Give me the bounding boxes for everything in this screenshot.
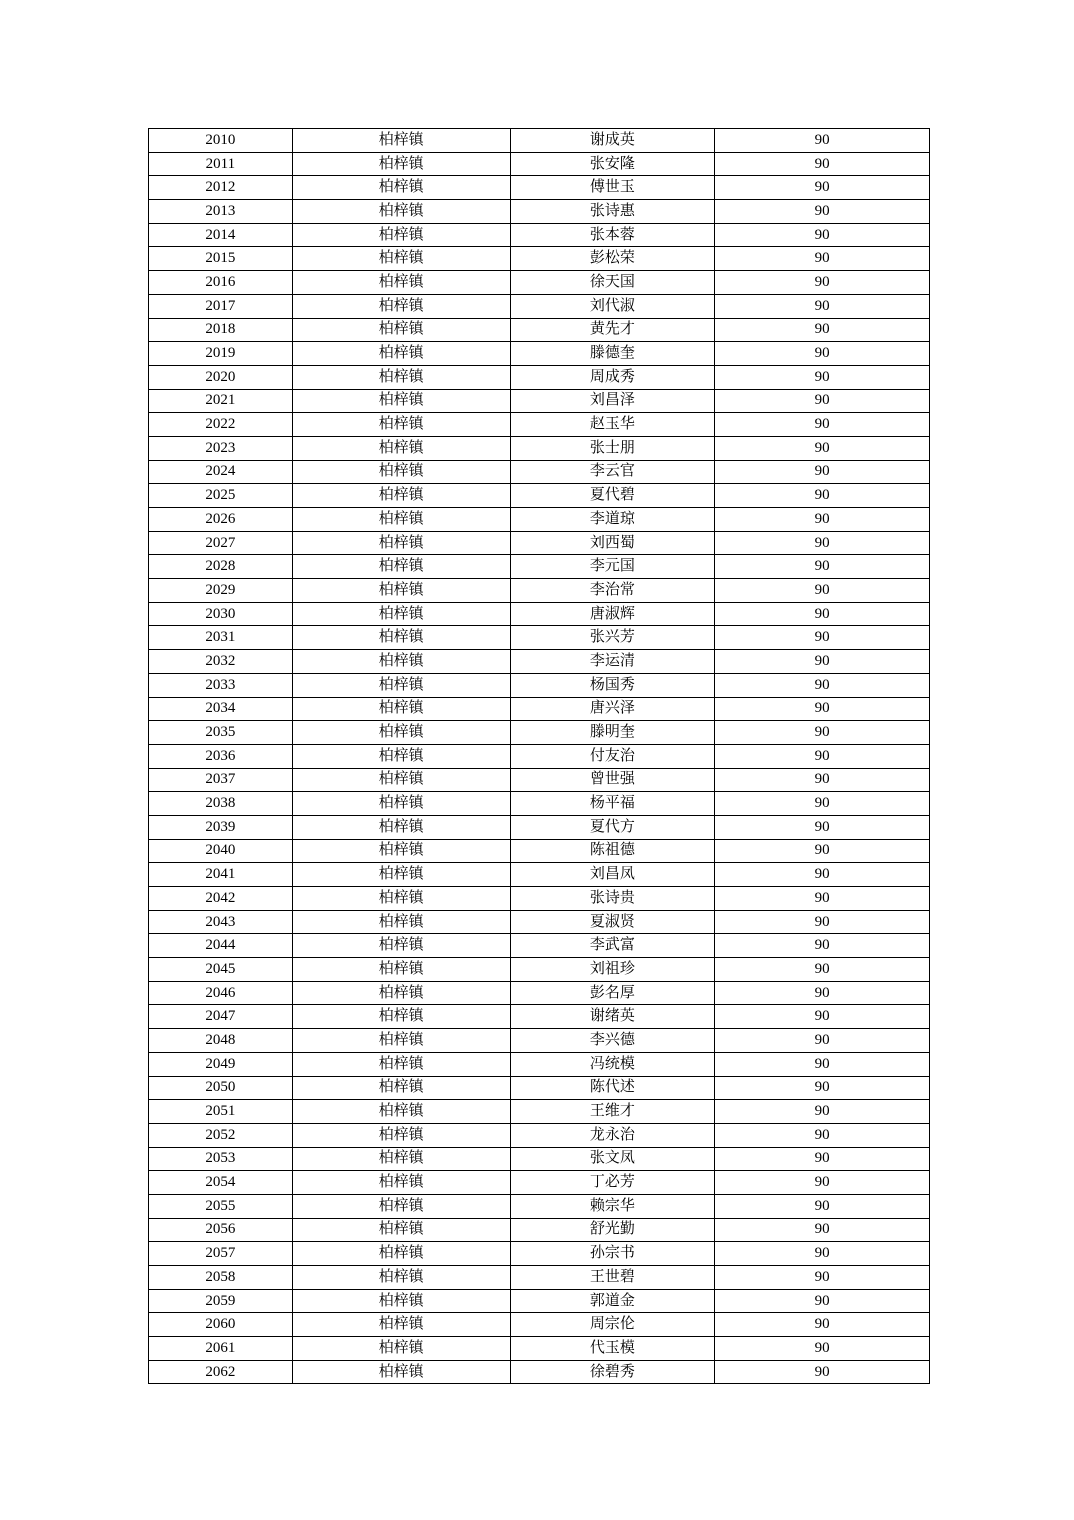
cell-town: 柏梓镇 bbox=[292, 1194, 510, 1218]
table-row bbox=[149, 934, 930, 958]
cell-serial: 2061 bbox=[149, 1337, 293, 1361]
cell-town: 柏梓镇 bbox=[292, 294, 510, 318]
cell-town: 柏梓镇 bbox=[292, 247, 510, 271]
cell-name: 陈代述 bbox=[510, 1076, 715, 1100]
cell-name: 夏淑贤 bbox=[510, 910, 715, 934]
cell-town: 柏梓镇 bbox=[292, 1123, 510, 1147]
cell-name: 赖宗华 bbox=[510, 1194, 715, 1218]
cell-score: 90 bbox=[715, 839, 930, 863]
cell-name: 谢成英 bbox=[510, 129, 715, 153]
table-row bbox=[149, 129, 930, 153]
cell-name: 彭名厚 bbox=[510, 981, 715, 1005]
cell-score: 90 bbox=[715, 294, 930, 318]
cell-score: 90 bbox=[715, 1337, 930, 1361]
cell-serial: 2015 bbox=[149, 247, 293, 271]
cell-score: 90 bbox=[715, 1123, 930, 1147]
cell-name: 滕明奎 bbox=[510, 721, 715, 745]
cell-town: 柏梓镇 bbox=[292, 1100, 510, 1124]
table-row bbox=[149, 1171, 930, 1195]
cell-name: 傅世玉 bbox=[510, 176, 715, 200]
cell-score: 90 bbox=[715, 815, 930, 839]
table-row bbox=[149, 1147, 930, 1171]
cell-serial: 2053 bbox=[149, 1147, 293, 1171]
cell-name: 杨平福 bbox=[510, 792, 715, 816]
cell-score: 90 bbox=[715, 342, 930, 366]
cell-score: 90 bbox=[715, 1289, 930, 1313]
cell-name: 刘昌凤 bbox=[510, 863, 715, 887]
cell-name: 张本蓉 bbox=[510, 223, 715, 247]
table-row bbox=[149, 247, 930, 271]
cell-serial: 2026 bbox=[149, 508, 293, 532]
cell-score: 90 bbox=[715, 1147, 930, 1171]
cell-name: 李元国 bbox=[510, 555, 715, 579]
cell-name: 刘祖珍 bbox=[510, 958, 715, 982]
cell-name: 陈祖德 bbox=[510, 839, 715, 863]
cell-name: 李云官 bbox=[510, 460, 715, 484]
cell-town: 柏梓镇 bbox=[292, 318, 510, 342]
cell-score: 90 bbox=[715, 365, 930, 389]
cell-serial: 2019 bbox=[149, 342, 293, 366]
cell-serial: 2038 bbox=[149, 792, 293, 816]
cell-name: 夏代方 bbox=[510, 815, 715, 839]
cell-town: 柏梓镇 bbox=[292, 365, 510, 389]
cell-town: 柏梓镇 bbox=[292, 484, 510, 508]
cell-score: 90 bbox=[715, 176, 930, 200]
cell-score: 90 bbox=[715, 721, 930, 745]
table-row bbox=[149, 413, 930, 437]
table-row bbox=[149, 365, 930, 389]
cell-town: 柏梓镇 bbox=[292, 721, 510, 745]
cell-name: 张士朋 bbox=[510, 436, 715, 460]
cell-town: 柏梓镇 bbox=[292, 413, 510, 437]
table-row bbox=[149, 318, 930, 342]
table-row bbox=[149, 1266, 930, 1290]
cell-serial: 2056 bbox=[149, 1218, 293, 1242]
cell-score: 90 bbox=[715, 744, 930, 768]
cell-serial: 2025 bbox=[149, 484, 293, 508]
cell-serial: 2029 bbox=[149, 579, 293, 603]
cell-name: 夏代碧 bbox=[510, 484, 715, 508]
cell-serial: 2034 bbox=[149, 697, 293, 721]
cell-serial: 2054 bbox=[149, 1171, 293, 1195]
cell-serial: 2057 bbox=[149, 1242, 293, 1266]
table-row bbox=[149, 602, 930, 626]
cell-serial: 2012 bbox=[149, 176, 293, 200]
cell-name: 李治常 bbox=[510, 579, 715, 603]
cell-score: 90 bbox=[715, 460, 930, 484]
cell-serial: 2051 bbox=[149, 1100, 293, 1124]
table-row bbox=[149, 910, 930, 934]
cell-serial: 2021 bbox=[149, 389, 293, 413]
cell-serial: 2017 bbox=[149, 294, 293, 318]
cell-town: 柏梓镇 bbox=[292, 1005, 510, 1029]
cell-town: 柏梓镇 bbox=[292, 673, 510, 697]
cell-town: 柏梓镇 bbox=[292, 579, 510, 603]
table-row bbox=[149, 863, 930, 887]
cell-score: 90 bbox=[715, 602, 930, 626]
cell-serial: 2016 bbox=[149, 271, 293, 295]
cell-town: 柏梓镇 bbox=[292, 863, 510, 887]
cell-score: 90 bbox=[715, 626, 930, 650]
cell-name: 张文凤 bbox=[510, 1147, 715, 1171]
cell-town: 柏梓镇 bbox=[292, 389, 510, 413]
cell-name: 曾世强 bbox=[510, 768, 715, 792]
cell-town: 柏梓镇 bbox=[292, 555, 510, 579]
cell-name: 杨国秀 bbox=[510, 673, 715, 697]
table-row bbox=[149, 152, 930, 176]
table-row bbox=[149, 839, 930, 863]
cell-town: 柏梓镇 bbox=[292, 508, 510, 532]
cell-name: 张安隆 bbox=[510, 152, 715, 176]
cell-town: 柏梓镇 bbox=[292, 815, 510, 839]
cell-name: 孙宗书 bbox=[510, 1242, 715, 1266]
table-row bbox=[149, 1052, 930, 1076]
cell-name: 李武富 bbox=[510, 934, 715, 958]
cell-score: 90 bbox=[715, 1266, 930, 1290]
table-row bbox=[149, 768, 930, 792]
cell-serial: 2044 bbox=[149, 934, 293, 958]
table-row bbox=[149, 1313, 930, 1337]
cell-name: 刘代淑 bbox=[510, 294, 715, 318]
cell-score: 90 bbox=[715, 981, 930, 1005]
cell-score: 90 bbox=[715, 1052, 930, 1076]
cell-town: 柏梓镇 bbox=[292, 1171, 510, 1195]
cell-serial: 2042 bbox=[149, 887, 293, 911]
cell-score: 90 bbox=[715, 768, 930, 792]
cell-score: 90 bbox=[715, 1029, 930, 1053]
cell-serial: 2032 bbox=[149, 650, 293, 674]
cell-town: 柏梓镇 bbox=[292, 152, 510, 176]
cell-serial: 2060 bbox=[149, 1313, 293, 1337]
cell-name: 张诗贵 bbox=[510, 887, 715, 911]
cell-serial: 2013 bbox=[149, 200, 293, 224]
cell-name: 徐碧秀 bbox=[510, 1360, 715, 1384]
cell-serial: 2059 bbox=[149, 1289, 293, 1313]
cell-town: 柏梓镇 bbox=[292, 1147, 510, 1171]
cell-score: 90 bbox=[715, 1360, 930, 1384]
cell-name: 刘昌泽 bbox=[510, 389, 715, 413]
cell-name: 张诗惠 bbox=[510, 200, 715, 224]
cell-score: 90 bbox=[715, 223, 930, 247]
cell-score: 90 bbox=[715, 1218, 930, 1242]
cell-score: 90 bbox=[715, 508, 930, 532]
cell-serial: 2024 bbox=[149, 460, 293, 484]
cell-score: 90 bbox=[715, 484, 930, 508]
table-row bbox=[149, 294, 930, 318]
cell-score: 90 bbox=[715, 318, 930, 342]
table-row bbox=[149, 958, 930, 982]
cell-serial: 2033 bbox=[149, 673, 293, 697]
cell-town: 柏梓镇 bbox=[292, 1313, 510, 1337]
table-row bbox=[149, 650, 930, 674]
cell-name: 李运清 bbox=[510, 650, 715, 674]
cell-name: 郭道金 bbox=[510, 1289, 715, 1313]
table-row bbox=[149, 460, 930, 484]
cell-score: 90 bbox=[715, 1194, 930, 1218]
cell-score: 90 bbox=[715, 958, 930, 982]
cell-town: 柏梓镇 bbox=[292, 744, 510, 768]
cell-score: 90 bbox=[715, 1100, 930, 1124]
cell-name: 彭松荣 bbox=[510, 247, 715, 271]
cell-town: 柏梓镇 bbox=[292, 650, 510, 674]
cell-score: 90 bbox=[715, 887, 930, 911]
cell-town: 柏梓镇 bbox=[292, 958, 510, 982]
cell-score: 90 bbox=[715, 247, 930, 271]
cell-score: 90 bbox=[715, 389, 930, 413]
cell-town: 柏梓镇 bbox=[292, 1052, 510, 1076]
cell-town: 柏梓镇 bbox=[292, 531, 510, 555]
table-row bbox=[149, 271, 930, 295]
cell-serial: 2046 bbox=[149, 981, 293, 1005]
cell-town: 柏梓镇 bbox=[292, 1266, 510, 1290]
cell-serial: 2049 bbox=[149, 1052, 293, 1076]
cell-score: 90 bbox=[715, 863, 930, 887]
cell-name: 龙永治 bbox=[510, 1123, 715, 1147]
cell-serial: 2023 bbox=[149, 436, 293, 460]
cell-serial: 2058 bbox=[149, 1266, 293, 1290]
table-row bbox=[149, 697, 930, 721]
cell-score: 90 bbox=[715, 1313, 930, 1337]
cell-town: 柏梓镇 bbox=[292, 792, 510, 816]
cell-serial: 2014 bbox=[149, 223, 293, 247]
cell-serial: 2028 bbox=[149, 555, 293, 579]
cell-name: 周宗伦 bbox=[510, 1313, 715, 1337]
cell-serial: 2055 bbox=[149, 1194, 293, 1218]
cell-serial: 2050 bbox=[149, 1076, 293, 1100]
cell-serial: 2037 bbox=[149, 768, 293, 792]
cell-name: 唐兴泽 bbox=[510, 697, 715, 721]
cell-town: 柏梓镇 bbox=[292, 981, 510, 1005]
cell-score: 90 bbox=[715, 579, 930, 603]
cell-serial: 2010 bbox=[149, 129, 293, 153]
cell-serial: 2041 bbox=[149, 863, 293, 887]
cell-serial: 2062 bbox=[149, 1360, 293, 1384]
table-row bbox=[149, 389, 930, 413]
table-row bbox=[149, 531, 930, 555]
table-row bbox=[149, 1005, 930, 1029]
cell-town: 柏梓镇 bbox=[292, 839, 510, 863]
cell-name: 李兴德 bbox=[510, 1029, 715, 1053]
cell-name: 冯统模 bbox=[510, 1052, 715, 1076]
cell-score: 90 bbox=[715, 673, 930, 697]
cell-town: 柏梓镇 bbox=[292, 342, 510, 366]
cell-serial: 2020 bbox=[149, 365, 293, 389]
table-row bbox=[149, 744, 930, 768]
cell-serial: 2035 bbox=[149, 721, 293, 745]
table-row bbox=[149, 815, 930, 839]
cell-serial: 2031 bbox=[149, 626, 293, 650]
cell-score: 90 bbox=[715, 1005, 930, 1029]
cell-town: 柏梓镇 bbox=[292, 1029, 510, 1053]
cell-name: 周成秀 bbox=[510, 365, 715, 389]
table-row bbox=[149, 1029, 930, 1053]
cell-score: 90 bbox=[715, 1076, 930, 1100]
cell-serial: 2039 bbox=[149, 815, 293, 839]
table-row bbox=[149, 223, 930, 247]
cell-town: 柏梓镇 bbox=[292, 1337, 510, 1361]
cell-town: 柏梓镇 bbox=[292, 934, 510, 958]
table-row bbox=[149, 200, 930, 224]
table-row bbox=[149, 887, 930, 911]
table-row bbox=[149, 1337, 930, 1361]
cell-serial: 2048 bbox=[149, 1029, 293, 1053]
table-row bbox=[149, 342, 930, 366]
cell-score: 90 bbox=[715, 271, 930, 295]
cell-town: 柏梓镇 bbox=[292, 602, 510, 626]
table-row bbox=[149, 176, 930, 200]
table-row bbox=[149, 673, 930, 697]
table-row bbox=[149, 792, 930, 816]
cell-town: 柏梓镇 bbox=[292, 271, 510, 295]
cell-serial: 2030 bbox=[149, 602, 293, 626]
cell-name: 王维才 bbox=[510, 1100, 715, 1124]
cell-score: 90 bbox=[715, 697, 930, 721]
cell-serial: 2043 bbox=[149, 910, 293, 934]
table-row bbox=[149, 484, 930, 508]
cell-score: 90 bbox=[715, 531, 930, 555]
cell-name: 唐淑辉 bbox=[510, 602, 715, 626]
cell-town: 柏梓镇 bbox=[292, 887, 510, 911]
table-row bbox=[149, 579, 930, 603]
cell-town: 柏梓镇 bbox=[292, 1360, 510, 1384]
table-row bbox=[149, 721, 930, 745]
cell-town: 柏梓镇 bbox=[292, 1289, 510, 1313]
cell-name: 黄先才 bbox=[510, 318, 715, 342]
cell-name: 王世碧 bbox=[510, 1266, 715, 1290]
cell-town: 柏梓镇 bbox=[292, 697, 510, 721]
cell-score: 90 bbox=[715, 910, 930, 934]
cell-town: 柏梓镇 bbox=[292, 460, 510, 484]
cell-name: 谢绪英 bbox=[510, 1005, 715, 1029]
cell-serial: 2018 bbox=[149, 318, 293, 342]
table-row bbox=[149, 1123, 930, 1147]
records-table bbox=[148, 128, 930, 1384]
cell-score: 90 bbox=[715, 129, 930, 153]
records-table-body bbox=[149, 129, 930, 1384]
cell-serial: 2047 bbox=[149, 1005, 293, 1029]
cell-name: 舒光勤 bbox=[510, 1218, 715, 1242]
cell-name: 丁必芳 bbox=[510, 1171, 715, 1195]
cell-serial: 2052 bbox=[149, 1123, 293, 1147]
cell-town: 柏梓镇 bbox=[292, 223, 510, 247]
cell-serial: 2027 bbox=[149, 531, 293, 555]
cell-score: 90 bbox=[715, 152, 930, 176]
cell-score: 90 bbox=[715, 436, 930, 460]
cell-town: 柏梓镇 bbox=[292, 200, 510, 224]
cell-name: 滕德奎 bbox=[510, 342, 715, 366]
cell-score: 90 bbox=[715, 934, 930, 958]
cell-score: 90 bbox=[715, 1242, 930, 1266]
cell-town: 柏梓镇 bbox=[292, 768, 510, 792]
cell-name: 张兴芳 bbox=[510, 626, 715, 650]
cell-score: 90 bbox=[715, 1171, 930, 1195]
cell-name: 刘西蜀 bbox=[510, 531, 715, 555]
cell-score: 90 bbox=[715, 555, 930, 579]
cell-score: 90 bbox=[715, 650, 930, 674]
cell-town: 柏梓镇 bbox=[292, 910, 510, 934]
table-row bbox=[149, 1242, 930, 1266]
cell-name: 付友治 bbox=[510, 744, 715, 768]
cell-town: 柏梓镇 bbox=[292, 1218, 510, 1242]
cell-score: 90 bbox=[715, 200, 930, 224]
cell-serial: 2040 bbox=[149, 839, 293, 863]
cell-name: 徐天国 bbox=[510, 271, 715, 295]
table-row bbox=[149, 1194, 930, 1218]
table-row bbox=[149, 626, 930, 650]
table-row bbox=[149, 1076, 930, 1100]
cell-town: 柏梓镇 bbox=[292, 626, 510, 650]
cell-town: 柏梓镇 bbox=[292, 176, 510, 200]
table-row bbox=[149, 1289, 930, 1313]
table-row bbox=[149, 1360, 930, 1384]
table-row bbox=[149, 981, 930, 1005]
table-row bbox=[149, 555, 930, 579]
cell-town: 柏梓镇 bbox=[292, 436, 510, 460]
cell-serial: 2011 bbox=[149, 152, 293, 176]
table-row bbox=[149, 1100, 930, 1124]
cell-serial: 2045 bbox=[149, 958, 293, 982]
table-row bbox=[149, 436, 930, 460]
cell-name: 李道琼 bbox=[510, 508, 715, 532]
table-row bbox=[149, 1218, 930, 1242]
cell-serial: 2036 bbox=[149, 744, 293, 768]
cell-score: 90 bbox=[715, 792, 930, 816]
cell-name: 代玉模 bbox=[510, 1337, 715, 1361]
table-row bbox=[149, 508, 930, 532]
cell-serial: 2022 bbox=[149, 413, 293, 437]
cell-score: 90 bbox=[715, 413, 930, 437]
cell-town: 柏梓镇 bbox=[292, 129, 510, 153]
cell-town: 柏梓镇 bbox=[292, 1242, 510, 1266]
cell-town: 柏梓镇 bbox=[292, 1076, 510, 1100]
cell-name: 赵玉华 bbox=[510, 413, 715, 437]
